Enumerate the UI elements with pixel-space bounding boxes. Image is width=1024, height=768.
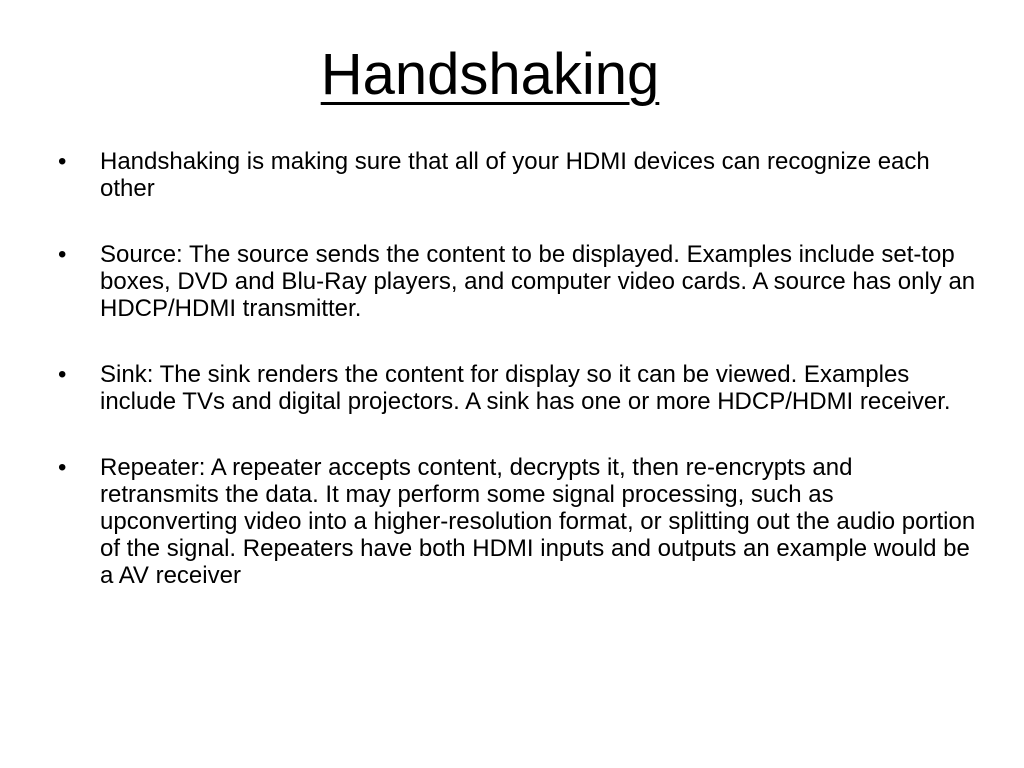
bullet-item-repeater <box>56 454 976 589</box>
bullet-text: Repeater: A repeater accepts content, decrypts it, then re-encrypts and retransmits the data. It may perform some signal processing, such as upconverting video into a higher-resolution format, or splitting out the audio portion of the signal. Repeaters have both HDMI inputs and outputs an example would be a AV receiver <box>100 454 976 589</box>
bullet-item-sink <box>56 361 976 415</box>
bullet-dot-icon: • <box>58 241 67 268</box>
bullet-item-source <box>56 241 976 322</box>
bullet-dot-icon: • <box>58 148 67 175</box>
bullet-text: Source: The source sends the content to be displayed. Examples include set-top boxes, DVD and Blu-Ray players, and computer video cards. A source has only an HDCP/HDMI transmitter. <box>100 241 976 322</box>
bullet-item-handshaking <box>56 148 976 202</box>
slide-title: Handshaking <box>320 42 660 107</box>
bullet-dot-icon: • <box>58 454 67 481</box>
bullet-text: Handshaking is making sure that all of your HDMI devices can recognize each other <box>100 148 930 202</box>
bullet-text: Sink: The sink renders the content for display so it can be viewed. Examples include TVs and digital projectors. A sink has one or more HDCP/HDMI receiver. <box>100 361 951 415</box>
bullet-list <box>56 148 976 628</box>
bullet-dot-icon: • <box>58 361 67 388</box>
